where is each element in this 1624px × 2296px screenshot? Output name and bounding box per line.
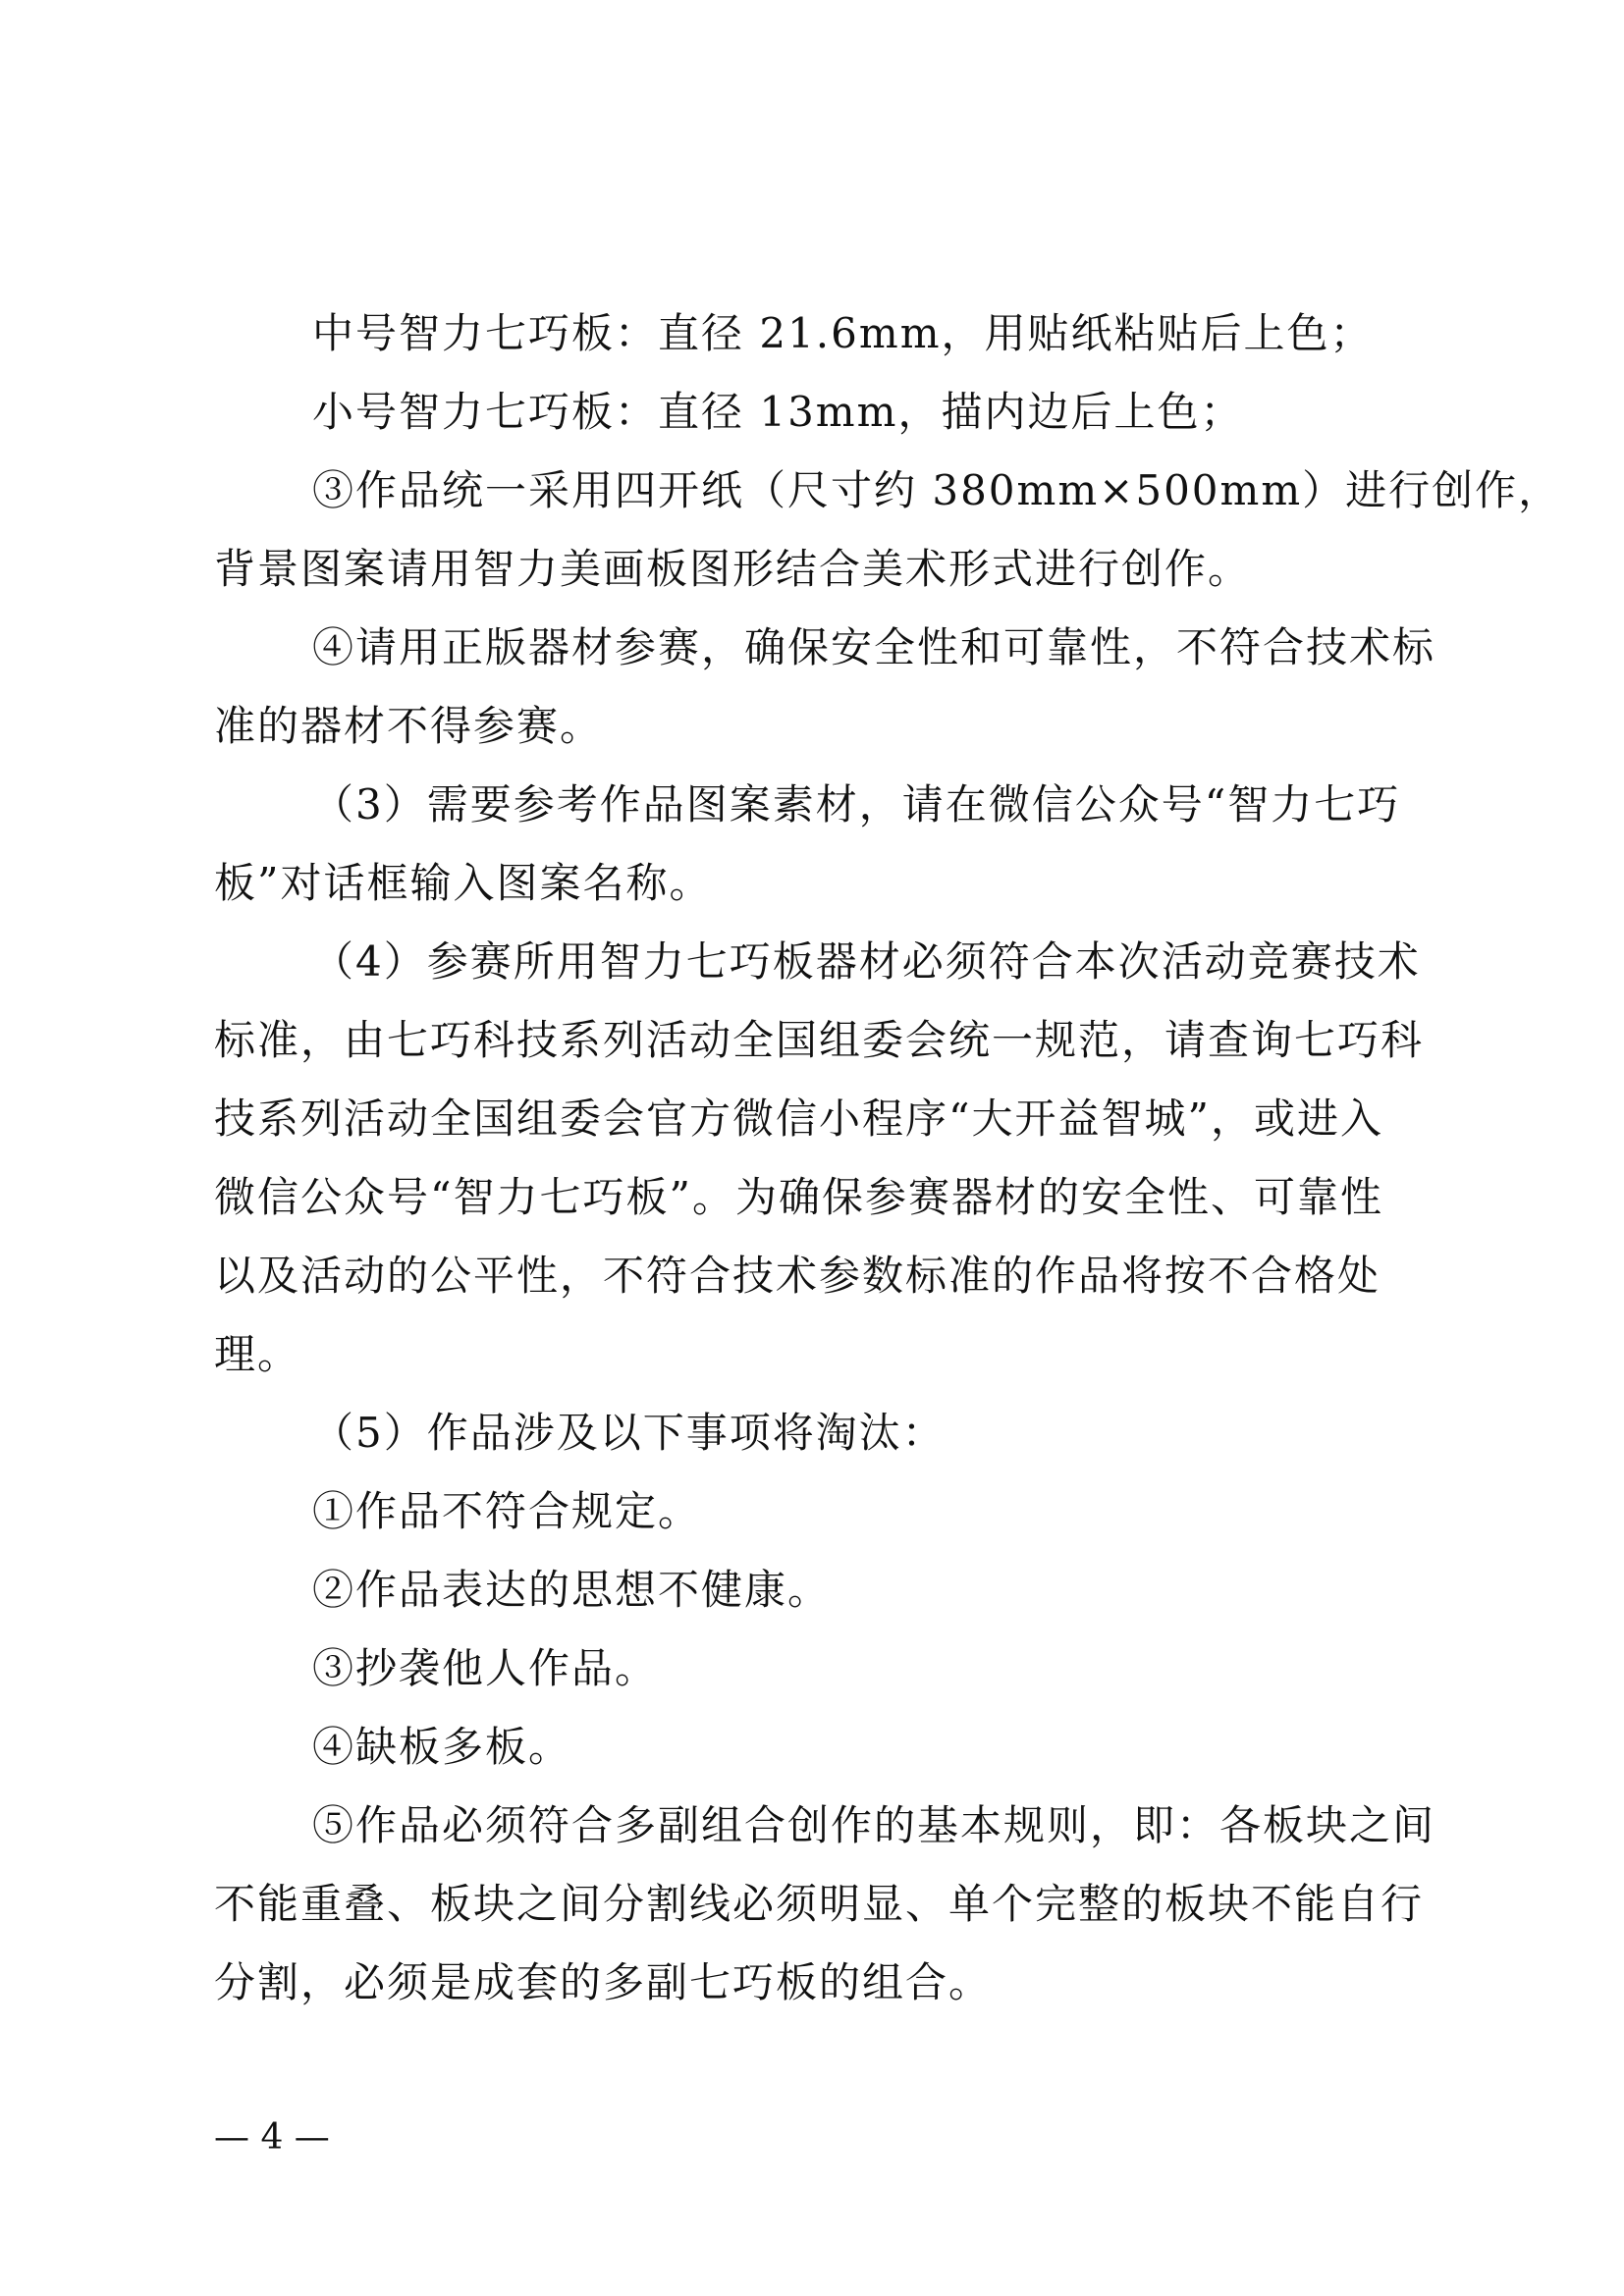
list-item-elimination-4	[214, 1708, 1432, 1787]
text-line: 微信公众号“智力七巧板”。为确保参赛器材的安全性、可靠性	[214, 1173, 1383, 1221]
text-line: 板”对话框输入图案名称。	[214, 859, 713, 907]
list-item-elimination-3	[214, 1629, 1432, 1708]
text-line: ⑤作品必须符合多副组合创作的基本规则，即：各板块之间	[312, 1801, 1436, 1849]
paragraph-item-4-equipment	[214, 609, 1436, 766]
paragraph-small-board	[214, 373, 1432, 452]
text-line: 准的器材不得参赛。	[214, 702, 604, 750]
text-line: 不能重叠、板块之间分割线必须明显、单个完整的板块不能自行	[214, 1880, 1425, 1928]
text-line: 小号智力七巧板：直径 13mm，描内边后上色；	[312, 388, 1244, 436]
paragraph-section-3	[214, 766, 1432, 923]
text-line: 标准，由七巧科技系列活动全国组委会统一规范，请查询七巧科	[214, 1016, 1425, 1064]
page-number: — 4 —	[214, 2117, 330, 2158]
text-line: ②作品表达的思想不健康。	[312, 1566, 832, 1614]
paragraph-medium-board	[214, 294, 1432, 373]
text-line: 分割，必须是成套的多副七巧板的组合。	[214, 1958, 993, 2006]
paragraph-item-3-paper	[214, 452, 1562, 609]
paragraph-section-4	[214, 923, 1432, 1394]
text-line: 技系列活动全国组委会官方微信小程序“大开益智城”，或进入	[214, 1095, 1383, 1143]
text-line: ③作品统一采用四开纸（尺寸约 380mm×500mm）进行创作，	[312, 466, 1562, 514]
paragraph-section-5	[214, 1394, 1432, 1472]
list-item-elimination-2	[214, 1551, 1432, 1629]
body-text	[214, 294, 1562, 2022]
list-item-elimination-1	[214, 1472, 1432, 1551]
text-line: （3）需要参考作品图案素材，请在微信公众号“智力七巧	[312, 780, 1401, 828]
text-line: ④缺板多板。	[312, 1723, 572, 1771]
text-line: ④请用正版器材参赛，确保安全性和可靠性，不符合技术标	[312, 623, 1436, 671]
text-line: （4）参赛所用智力七巧板器材必须符合本次活动竞赛技术	[312, 937, 1421, 986]
text-line: （5）作品涉及以下事项将淘汰：	[312, 1409, 946, 1457]
text-line: 背景图案请用智力美画板图形结合美术形式进行创作。	[214, 545, 1252, 593]
text-line: ③抄袭他人作品。	[312, 1644, 659, 1692]
text-line: ①作品不符合规定。	[312, 1487, 702, 1535]
text-line: 以及活动的公平性，不符合技术参数标准的作品将按不合格处	[214, 1252, 1381, 1300]
text-line: 中号智力七巧板：直径 21.6mm，用贴纸粘贴后上色；	[312, 309, 1374, 357]
text-line: 理。	[214, 1330, 301, 1378]
list-item-elimination-5	[214, 1787, 1436, 2022]
